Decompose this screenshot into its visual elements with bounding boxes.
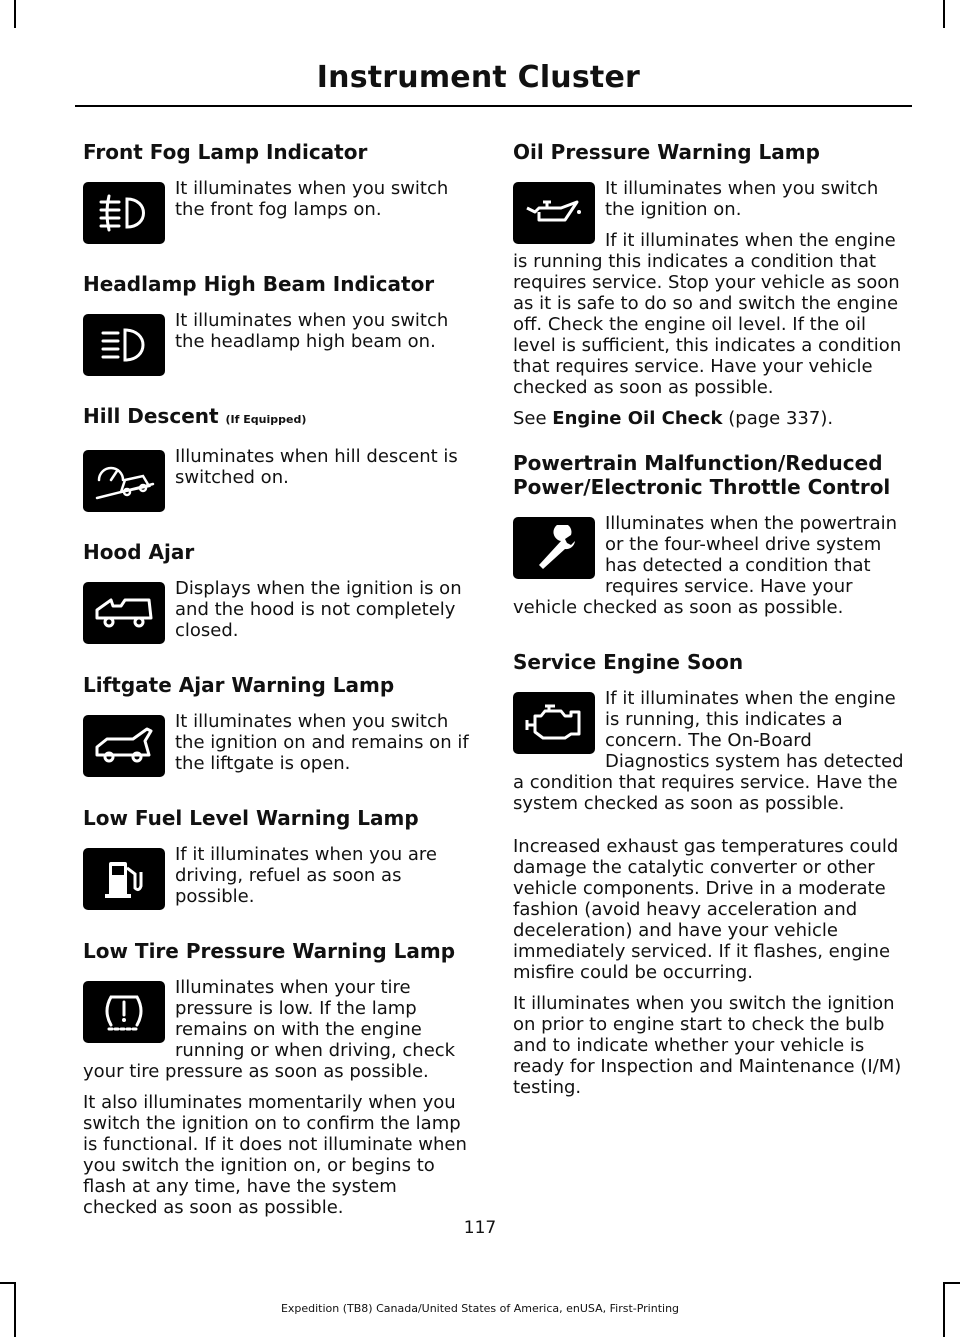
heading-qualifier: (If Equipped) (225, 413, 307, 426)
section-heading: Liftgate Ajar Warning Lamp (83, 673, 395, 697)
section-heading: Powertrain Malfunction/Reduced Power/Electronic Throttle Control (513, 451, 891, 499)
section-hood-ajar (83, 540, 475, 651)
wrench-icon (513, 517, 595, 579)
tire-pressure-icon (83, 981, 165, 1043)
section-high-beam (83, 272, 475, 382)
section-text: If it illuminates when the engine is running this indicates a condition that requires service. Stop your vehicle as soon as it is safe to do so and switch the engine off. Check the engine oil level. If the oil level is sufficient, this indicates a condition that requires service. Have your vehicle checked as soon as possible. (513, 230, 902, 398)
section-heading: Low Tire Pressure Warning Lamp (83, 939, 456, 963)
crop-mark (943, 0, 945, 28)
header-divider (75, 105, 912, 107)
see-prefix: See (513, 408, 553, 429)
hill-descent-icon (83, 450, 165, 512)
page-number: 117 (463, 1218, 497, 1238)
section-heading: Service Engine Soon (513, 650, 744, 674)
front-fog-lamp-icon (83, 182, 165, 244)
left-column (83, 140, 475, 1240)
crop-mark (945, 1282, 960, 1284)
section-text: It illuminates when you switch the front fog lamps on. (175, 178, 449, 220)
section-text: Increased exhaust gas temperatures could damage the catalytic converter or other vehicle components. Drive in a moderate fashion (avoid heavy acceleration and deceleration) and have your vehicle immediately serviced. If it flashes, engine misfire could be occurring. (513, 836, 899, 983)
section-service-engine-soon (513, 650, 905, 1098)
section-text: If it illuminates when the engine is running, this indicates a concern. The On-Board Diagnostics system has detected a condition that requires service. Have the system checked as soon as possible. (513, 688, 904, 814)
section-text: It illuminates when you switch the ignition on. (605, 178, 879, 220)
section-liftgate-ajar (83, 673, 475, 784)
crop-mark (0, 1282, 14, 1284)
section-front-fog-lamp (83, 140, 475, 250)
section-text: It illuminates when you switch the ignition on and remains on if the liftgate is open. (175, 711, 469, 774)
section-heading (83, 404, 475, 432)
section-text: Illuminates when the powertrain or the four-wheel drive system has detected a condition that requires service. Have your vehicle checked as soon as possible. (513, 513, 898, 618)
section-text: It illuminates when you switch the headlamp high beam on. (175, 310, 449, 352)
fuel-pump-icon (83, 848, 165, 910)
section-heading: Oil Pressure Warning Lamp (513, 140, 820, 164)
section-tire-pressure (83, 939, 475, 1218)
section-heading: Front Fog Lamp Indicator (83, 140, 368, 164)
section-heading: Low Fuel Level Warning Lamp (83, 806, 419, 830)
page-title: Instrument Cluster (316, 60, 640, 95)
section-text: If it illuminates when you are driving, refuel as soon as possible. (175, 844, 438, 907)
liftgate-ajar-icon (83, 715, 165, 777)
section-powertrain-malfunction (513, 451, 905, 628)
hood-ajar-icon (83, 582, 165, 644)
engine-icon (513, 692, 595, 754)
section-hill-descent (83, 404, 475, 518)
page-footer: Expedition (TB8) Canada/United States of America, enUSA, First-Printing (280, 1302, 680, 1315)
cross-reference (513, 408, 905, 429)
high-beam-icon (83, 314, 165, 376)
see-suffix: (page 337). (722, 408, 834, 429)
section-heading: Hood Ajar (83, 540, 195, 564)
section-heading: Headlamp High Beam Indicator (83, 272, 435, 296)
engine-oil-check-link[interactable]: Engine Oil Check (552, 408, 723, 429)
crop-mark (14, 0, 16, 28)
section-text: It illuminates when you switch the ignition on prior to engine start to check the bulb and to indicate whether your vehicle is ready for Inspection and Maintenance (I/M) testing. (513, 993, 902, 1098)
oil-can-icon (513, 182, 595, 244)
section-text: Illuminates when hill descent is switched on. (175, 446, 458, 488)
heading-text: Hill Descent (83, 404, 219, 428)
section-low-fuel (83, 806, 475, 917)
section-text: It also illuminates momentarily when you switch the ignition on to confirm the lamp is functional. If it does not illuminate when you switch the ignition on, or begins to flash at any time, have the system checked as soon as possible. (83, 1092, 467, 1218)
section-oil-pressure (513, 140, 905, 429)
right-column (513, 140, 905, 1120)
section-text: Illuminates when your tire pressure is low. If the lamp remains on with the engine running or when driving, check your tire pressure as soon as possible. (83, 977, 456, 1082)
section-text: Displays when the ignition is on and the hood is not completely closed. (175, 578, 462, 641)
